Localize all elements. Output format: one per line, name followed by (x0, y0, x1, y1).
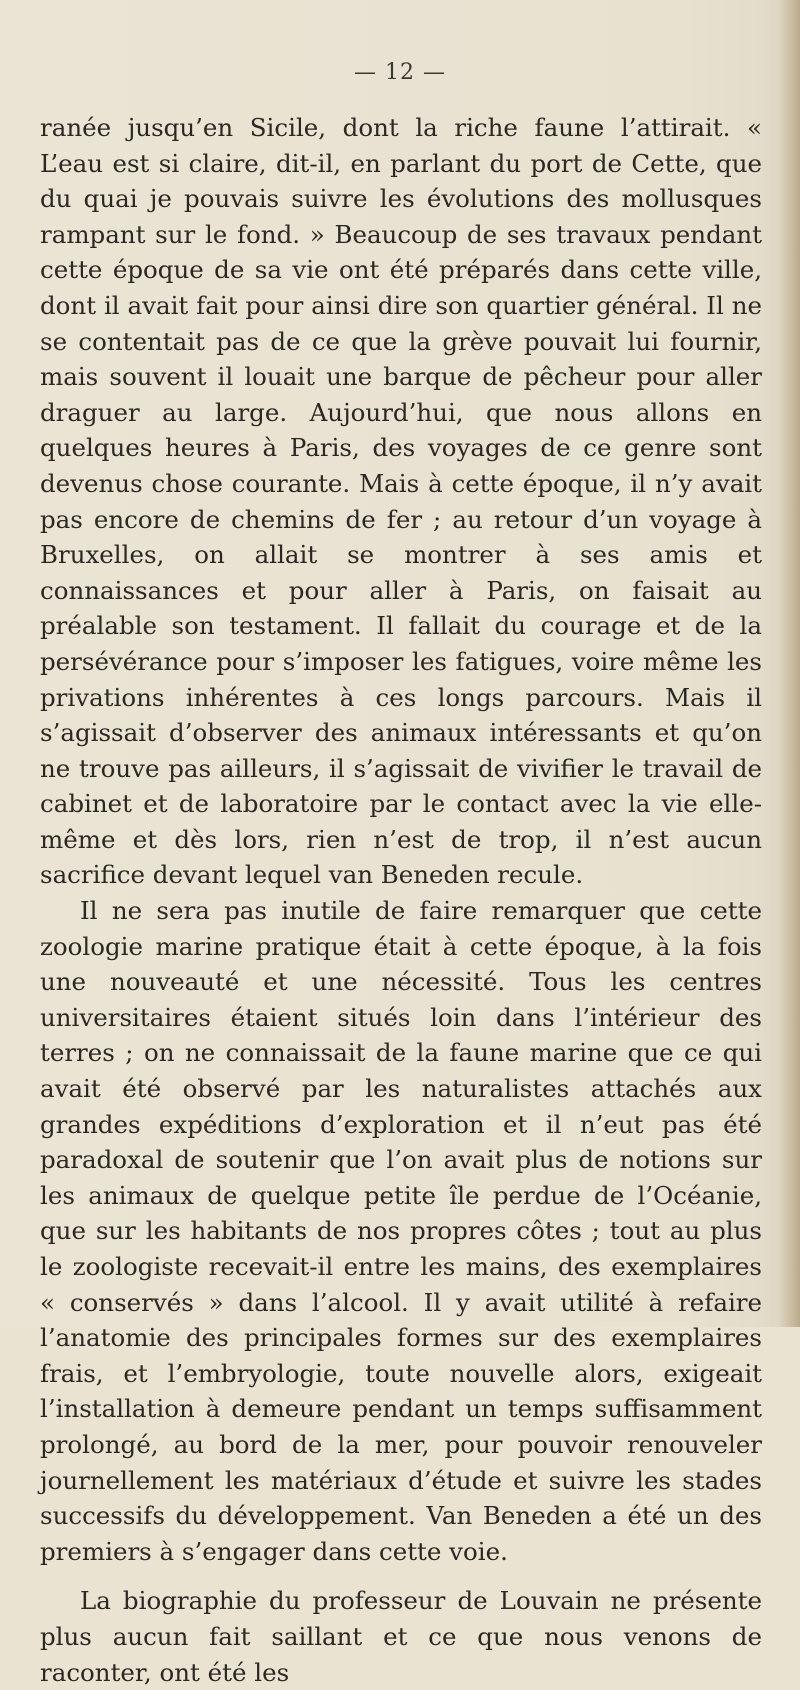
body-text (40, 110, 762, 1690)
paragraph-1: ranée jusqu’en Sicile, dont la riche faune l’attirait. « L’eau est si claire, dit-il, en parlant du port de Cette, que du quai je pouvais suivre les évolutions des mollusques rampant sur le fond. » Beaucoup de ses travaux pendant cette époque de sa vie ont été préparés dans cette ville, dont il avait fait pour ainsi dire son quartier général. Il ne se contentait pas de ce que la grève pouvait lui fournir, mais souvent il louait une barque de pêcheur pour aller draguer au large. Aujourd’hui, que nous allons en quelques heures à Paris, des voyages de ce genre sont devenus chose courante. Mais à cette époque, il n’y avait pas encore de chemins de fer ; au retour d’un voyage à Bruxelles, on allait se montrer à ses amis et connaissances et pour aller à Paris, on faisait au préalable son testament. Il fallait du courage et de la persévérance pour s’imposer les fatigues, voire même les privations inhérentes à ces longs parcours. Mais il s’agissait d’observer des animaux intéressants et qu’on ne trouve pas ailleurs, il s’agissait de vivifier le travail de cabinet et de laboratoire par le contact avec la vie elle-même et dès lors, rien n’est de trop, il n’est aucun sacrifice devant lequel van Beneden recule. (40, 113, 762, 890)
paragraph-2: Il ne sera pas inutile de faire remarquer que cette zoologie marine pratique était à cette époque, à la fois une nouveauté et une nécessité. Tous les centres universitaires étaient situés loin dans l’intérieur des terres ; on ne connaissait de la faune marine que ce qui avait été observé par les naturalistes attachés aux grandes expéditions d’exploration et il n’eut pas été paradoxal de soutenir que l’on avait plus de notions sur les animaux de quelque petite île perdue de l’Océanie, que sur les habitants de nos propres côtes ; tout au plus le zoologiste recevait-il entre les mains, des exemplaires « conservés » dans l’alcool. Il y avait utilité à refaire l’anatomie des principales formes sur des exemplaires frais, et l’embryologie, toute nouvelle alors, exigeait l’installation à demeure pendant un temps suffisamment prolongé, au bord de la mer, pour pouvoir renouveler journellement les matériaux d’étude et suivre les stades successifs du développement. Van Beneden a été un des premiers à s’engager dans cette voie. (40, 896, 762, 1566)
paragraph-3: La biographie du professeur de Louvain ne présente plus aucun fait saillant et ce que nous venons de raconter, ont été les (40, 1586, 762, 1687)
page-number: — 12 — (354, 60, 446, 85)
page-edge-shadow (778, 0, 800, 1327)
